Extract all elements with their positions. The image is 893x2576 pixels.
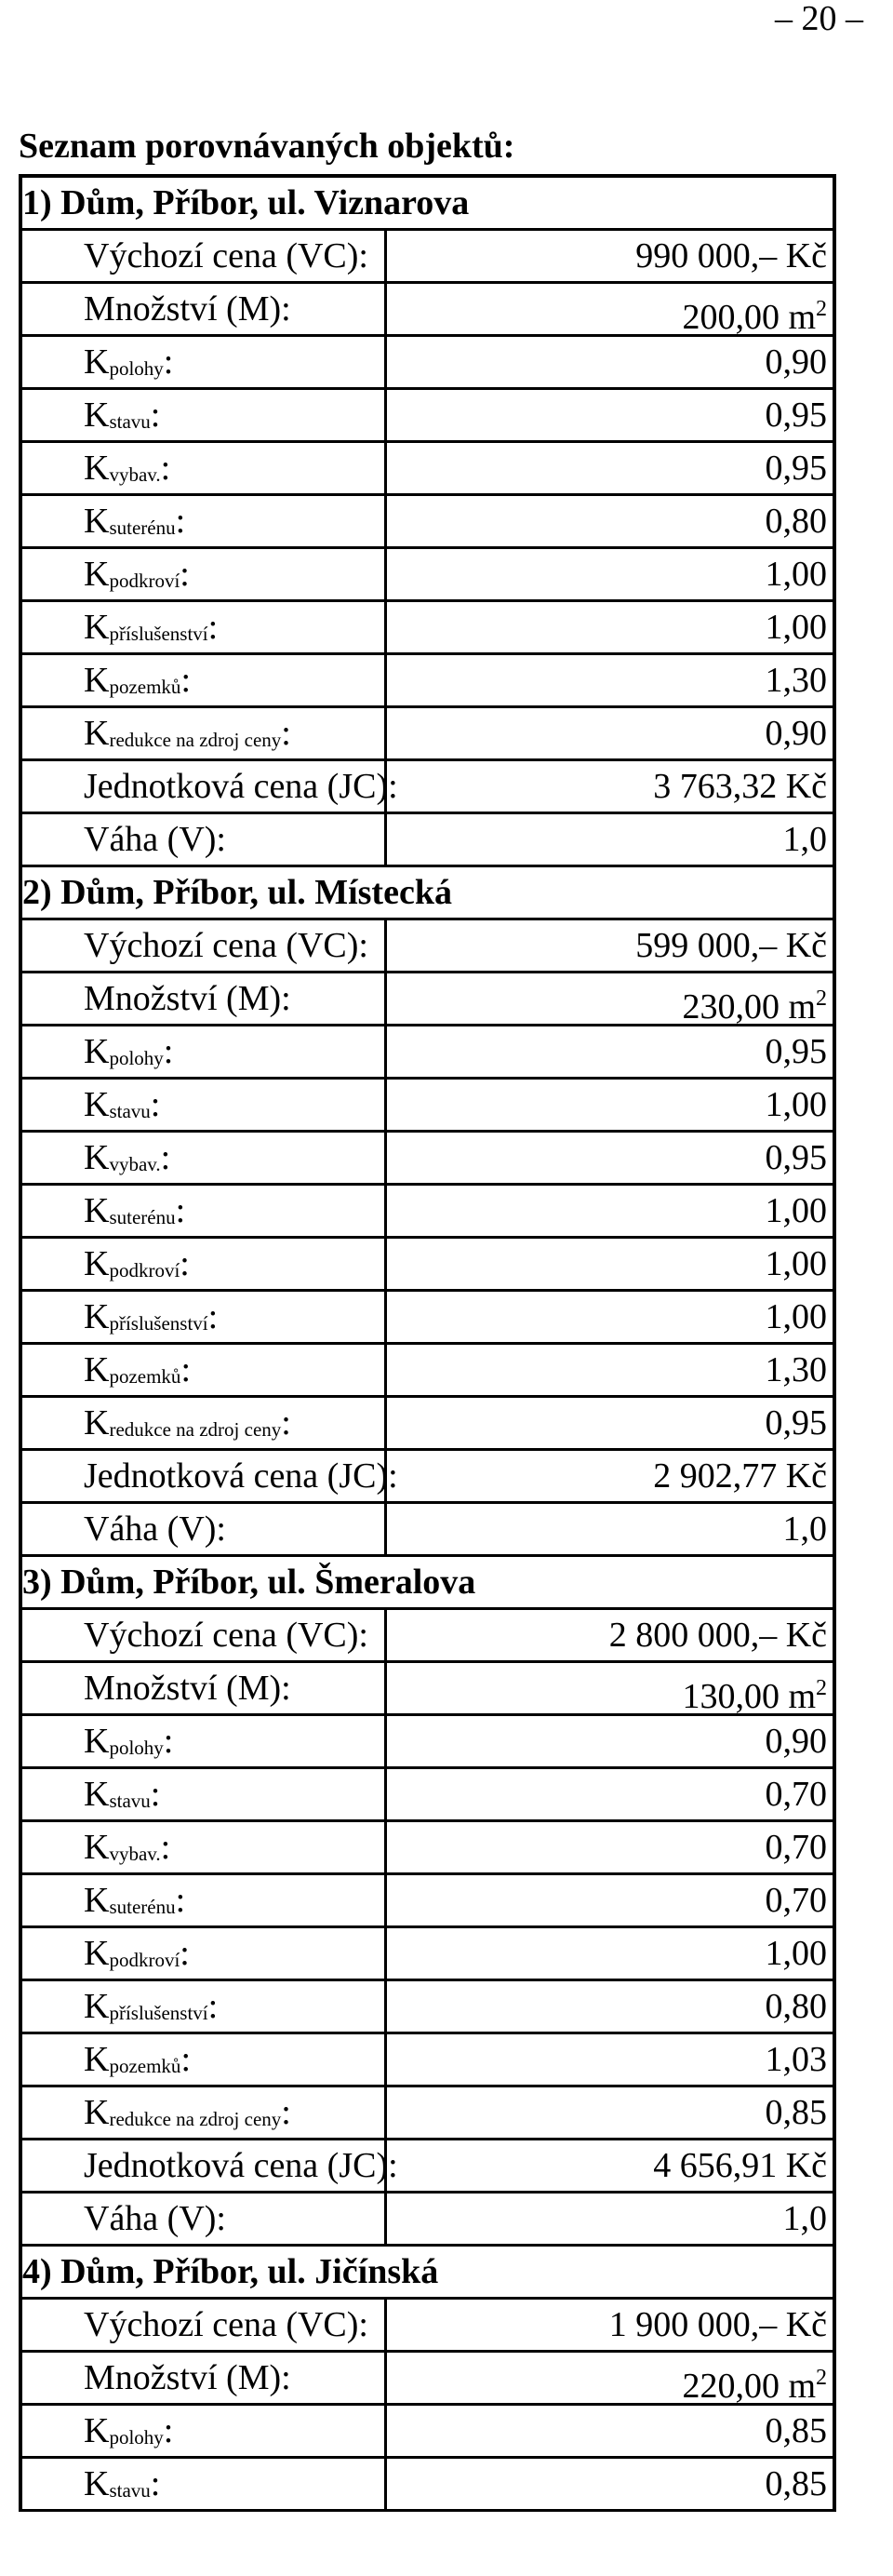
row-value <box>387 602 833 652</box>
coefficient-symbol: K <box>84 1987 110 2026</box>
row-value <box>387 2353 833 2406</box>
value-text: 130,00 m <box>682 1677 816 1716</box>
table-row <box>22 2406 833 2459</box>
table-row <box>22 284 833 337</box>
table-row <box>22 2194 833 2247</box>
row-value <box>387 496 833 546</box>
coefficient-colon: : <box>160 1828 171 1867</box>
object-title: 1) Dům, Příbor, ul. Viznarova <box>22 183 473 222</box>
coefficient-subscript: vybav. <box>109 1153 161 1175</box>
coefficient-subscript: pozemků <box>109 1365 181 1388</box>
row-label <box>22 337 387 387</box>
coefficient-colon: : <box>163 1032 174 1071</box>
page-number: – 20 – <box>775 0 863 38</box>
table-row <box>22 973 833 1026</box>
row-value <box>387 2300 833 2350</box>
row-label <box>22 1981 387 2032</box>
object-title: 2) Dům, Příbor, ul. Místecká <box>22 873 456 912</box>
coefficient-symbol: K <box>84 1403 110 1442</box>
row-value <box>387 1292 833 1342</box>
object-header <box>22 1557 833 1610</box>
coefficient-colon: : <box>150 1085 161 1124</box>
coefficient-symbol: K <box>84 1138 110 1177</box>
row-value <box>387 549 833 599</box>
row-value <box>387 814 833 865</box>
table-row <box>22 496 833 549</box>
table-row <box>22 1875 833 1928</box>
value-text: 0,95 <box>765 1138 827 1177</box>
row-label <box>22 1186 387 1236</box>
table-row <box>22 1186 833 1239</box>
row-label <box>22 496 387 546</box>
row-label: Jednotková cena (JC): <box>22 1451 387 1501</box>
row-label <box>22 1026 387 1077</box>
row-label: Váha (V): <box>22 1504 387 1554</box>
row-value <box>387 2194 833 2244</box>
table-row <box>22 1663 833 1716</box>
unit-superscript: 2 <box>816 2366 827 2390</box>
row-value <box>387 2459 833 2509</box>
table-row <box>22 1398 833 1451</box>
object-title: 4) Dům, Příbor, ul. Jičínská <box>22 2252 442 2291</box>
value-text: 0,90 <box>765 714 827 753</box>
table-row <box>22 337 833 390</box>
coefficient-symbol: K <box>84 2411 110 2450</box>
section-heading: Seznam porovnávaných objektů: <box>19 127 515 166</box>
coefficient-symbol: K <box>84 555 110 594</box>
row-label <box>22 1822 387 1872</box>
value-text: 990 000,– Kč <box>635 236 827 275</box>
coefficient-subscript: stavu <box>109 2479 151 2502</box>
row-label: Množství (M): <box>22 2353 387 2403</box>
row-value <box>387 973 833 1024</box>
object-header <box>22 178 833 231</box>
value-text: 4 656,91 Kč <box>653 2146 827 2185</box>
table-row <box>22 2087 833 2140</box>
row-value <box>387 1080 833 1130</box>
row-value <box>387 390 833 440</box>
value-text: 1,00 <box>765 1191 827 1230</box>
value-text: 1 900 000,– Kč <box>608 2305 827 2344</box>
table-row <box>22 655 833 708</box>
coefficient-subscript: příslušenství <box>109 1312 208 1335</box>
value-text: 599 000,– Kč <box>635 926 827 965</box>
row-label <box>22 1928 387 1979</box>
row-value <box>387 708 833 758</box>
value-text: 1,03 <box>765 2040 827 2079</box>
coefficient-symbol: K <box>84 1722 110 1761</box>
unit-superscript: 2 <box>816 297 827 321</box>
row-label: Množství (M): <box>22 1663 387 1713</box>
row-label <box>22 443 387 493</box>
table-row <box>22 231 833 284</box>
row-label <box>22 1345 387 1395</box>
row-value <box>387 1610 833 1660</box>
row-value <box>387 1875 833 1925</box>
unit-superscript: 2 <box>816 986 827 1011</box>
value-text: 1,00 <box>765 1244 827 1283</box>
row-value <box>387 1345 833 1395</box>
value-text: 0,85 <box>765 2464 827 2503</box>
coefficient-symbol: K <box>84 608 110 647</box>
row-value <box>387 1663 833 1716</box>
coefficient-symbol: K <box>84 1244 110 1283</box>
value-text: 1,0 <box>782 2199 827 2238</box>
coefficient-symbol: K <box>84 1191 110 1230</box>
coefficient-subscript: vybav. <box>109 463 161 486</box>
coefficient-subscript: stavu <box>109 410 151 433</box>
row-label: Výchozí cena (VC): <box>22 231 387 281</box>
coefficient-subscript: podkroví <box>109 1949 180 1971</box>
row-value <box>387 2406 833 2456</box>
row-label <box>22 390 387 440</box>
coefficient-symbol: K <box>84 449 110 488</box>
table-row <box>22 1610 833 1663</box>
coefficient-subscript: redukce na zdroj ceny <box>109 1418 282 1441</box>
row-value <box>387 1451 833 1501</box>
row-value <box>387 284 833 337</box>
row-value <box>387 1981 833 2032</box>
row-label <box>22 1292 387 1342</box>
coefficient-symbol: K <box>84 1350 110 1389</box>
value-text: 230,00 m <box>682 987 816 1026</box>
coefficient-subscript: podkroví <box>109 570 180 592</box>
coefficient-symbol: K <box>84 1085 110 1124</box>
value-text: 0,95 <box>765 449 827 488</box>
coefficient-subscript: pozemků <box>109 2055 181 2077</box>
unit-superscript: 2 <box>816 1676 827 1700</box>
table-row <box>22 1239 833 1292</box>
coefficient-subscript: podkroví <box>109 1259 180 1281</box>
coefficient-symbol: K <box>84 1032 110 1071</box>
row-value <box>387 655 833 705</box>
row-value <box>387 443 833 493</box>
table-row <box>22 2459 833 2512</box>
coefficient-symbol: K <box>84 502 110 541</box>
row-value <box>387 2140 833 2191</box>
row-label <box>22 1239 387 1289</box>
value-text: 3 763,32 Kč <box>653 767 827 806</box>
coefficient-colon: : <box>207 608 219 647</box>
row-label <box>22 2459 387 2509</box>
row-value <box>387 1186 833 1236</box>
coefficient-subscript: suterénu <box>109 1206 176 1228</box>
row-label <box>22 1769 387 1819</box>
row-label <box>22 1398 387 1448</box>
table-row <box>22 708 833 761</box>
row-label: Výchozí cena (VC): <box>22 920 387 971</box>
value-text: 220,00 m <box>682 2367 816 2406</box>
coefficient-colon: : <box>281 2093 291 2132</box>
row-value <box>387 1133 833 1183</box>
coefficient-colon: : <box>207 1297 219 1336</box>
value-text: 2 800 000,– Kč <box>608 1616 827 1655</box>
coefficient-subscript: redukce na zdroj ceny <box>109 729 282 751</box>
coefficient-colon: : <box>160 1138 171 1177</box>
coefficient-colon: : <box>180 2040 191 2079</box>
table-row <box>22 1451 833 1504</box>
row-label: Jednotková cena (JC): <box>22 2140 387 2191</box>
coefficient-symbol: K <box>84 2040 110 2079</box>
coefficient-symbol: K <box>84 714 110 753</box>
coefficient-colon: : <box>175 1191 186 1230</box>
coefficient-subscript: vybav. <box>109 1843 161 1865</box>
table-row <box>22 1504 833 1557</box>
value-text: 0,95 <box>765 1403 827 1442</box>
row-value <box>387 1239 833 1289</box>
coefficient-colon: : <box>160 449 171 488</box>
row-value <box>387 1026 833 1077</box>
row-value <box>387 1928 833 1979</box>
row-label <box>22 549 387 599</box>
table-row <box>22 2353 833 2406</box>
row-label <box>22 2406 387 2456</box>
value-text: 0,70 <box>765 1881 827 1920</box>
coefficient-subscript: polohy <box>109 1737 164 1759</box>
row-label <box>22 1716 387 1766</box>
coefficient-colon: : <box>180 1350 191 1389</box>
value-text: 1,00 <box>765 608 827 647</box>
table-row <box>22 1769 833 1822</box>
table-row <box>22 920 833 973</box>
row-label: Výchozí cena (VC): <box>22 1610 387 1660</box>
row-value <box>387 1504 833 1554</box>
value-text: 1,00 <box>765 1297 827 1336</box>
coefficient-colon: : <box>281 714 291 753</box>
table-row <box>22 1026 833 1080</box>
coefficient-subscript: suterénu <box>109 517 176 539</box>
value-text: 1,0 <box>782 820 827 859</box>
value-text: 0,95 <box>765 1032 827 1071</box>
value-text: 200,00 m <box>682 298 816 337</box>
table-row <box>22 443 833 496</box>
value-text: 0,70 <box>765 1828 827 1867</box>
coefficient-colon: : <box>180 661 191 700</box>
coefficient-subscript: polohy <box>109 2426 164 2449</box>
table-row <box>22 761 833 814</box>
table-row <box>22 1133 833 1186</box>
row-value <box>387 337 833 387</box>
row-label: Množství (M): <box>22 284 387 334</box>
row-label <box>22 708 387 758</box>
table-row <box>22 2300 833 2353</box>
value-text: 1,30 <box>765 1350 827 1389</box>
value-text: 1,00 <box>765 1934 827 1973</box>
coefficient-symbol: K <box>84 1297 110 1336</box>
coefficient-colon: : <box>163 1722 174 1761</box>
row-value <box>387 1398 833 1448</box>
row-label: Váha (V): <box>22 814 387 865</box>
row-value <box>387 920 833 971</box>
coefficient-colon: : <box>180 1934 190 1973</box>
row-label: Váha (V): <box>22 2194 387 2244</box>
coefficient-colon: : <box>281 1403 291 1442</box>
object-title: 3) Dům, Příbor, ul. Šmeralova <box>22 1563 479 1602</box>
coefficient-subscript: redukce na zdroj ceny <box>109 2108 282 2130</box>
row-label <box>22 602 387 652</box>
table-row <box>22 1822 833 1875</box>
coefficient-colon: : <box>180 555 190 594</box>
row-label: Množství (M): <box>22 973 387 1024</box>
table-row <box>22 814 833 867</box>
row-label: Výchozí cena (VC): <box>22 2300 387 2350</box>
coefficient-symbol: K <box>84 661 110 700</box>
coefficient-colon: : <box>163 2411 174 2450</box>
row-label <box>22 655 387 705</box>
row-value <box>387 1769 833 1819</box>
coefficient-symbol: K <box>84 1934 110 1973</box>
row-value <box>387 1822 833 1872</box>
row-label <box>22 1133 387 1183</box>
row-value <box>387 231 833 281</box>
coefficient-colon: : <box>150 1775 161 1814</box>
table-row <box>22 390 833 443</box>
coefficient-subscript: příslušenství <box>109 2002 208 2024</box>
value-text: 0,90 <box>765 1722 827 1761</box>
table-row <box>22 1981 833 2034</box>
coefficient-colon: : <box>175 502 186 541</box>
table-row <box>22 1716 833 1769</box>
object-header <box>22 2247 833 2300</box>
table-row <box>22 2140 833 2194</box>
coefficient-colon: : <box>180 1244 190 1283</box>
value-text: 1,0 <box>782 1509 827 1549</box>
comparison-table <box>19 174 836 2512</box>
row-label: Jednotková cena (JC): <box>22 761 387 812</box>
coefficient-colon: : <box>150 2464 161 2503</box>
table-row <box>22 1080 833 1133</box>
table-row <box>22 549 833 602</box>
value-text: 1,30 <box>765 661 827 700</box>
row-value <box>387 761 833 812</box>
coefficient-subscript: stavu <box>109 1100 151 1122</box>
value-text: 1,00 <box>765 1085 827 1124</box>
row-label <box>22 1080 387 1130</box>
table-row <box>22 1292 833 1345</box>
value-text: 0,85 <box>765 2093 827 2132</box>
coefficient-symbol: K <box>84 396 110 435</box>
coefficient-subscript: pozemků <box>109 676 181 698</box>
value-text: 0,85 <box>765 2411 827 2450</box>
value-text: 0,80 <box>765 1987 827 2026</box>
object-header <box>22 867 833 920</box>
coefficient-symbol: K <box>84 1775 110 1814</box>
table-row <box>22 1928 833 1981</box>
coefficient-colon: : <box>207 1987 219 2026</box>
coefficient-symbol: K <box>84 2093 110 2132</box>
value-text: 0,80 <box>765 502 827 541</box>
coefficient-subscript: stavu <box>109 1790 151 1812</box>
table-row <box>22 1345 833 1398</box>
table-row <box>22 2034 833 2087</box>
coefficient-subscript: příslušenství <box>109 623 208 645</box>
coefficient-symbol: K <box>84 1828 110 1867</box>
coefficient-symbol: K <box>84 342 110 382</box>
value-text: 1,00 <box>765 555 827 594</box>
value-text: 0,70 <box>765 1775 827 1814</box>
row-label <box>22 2087 387 2138</box>
row-value <box>387 2087 833 2138</box>
coefficient-colon: : <box>150 396 161 435</box>
row-value <box>387 2034 833 2085</box>
table-row <box>22 602 833 655</box>
coefficient-colon: : <box>175 1881 186 1920</box>
value-text: 2 902,77 Kč <box>653 1456 827 1496</box>
value-text: 0,90 <box>765 342 827 382</box>
coefficient-symbol: K <box>84 1881 110 1920</box>
row-label <box>22 1875 387 1925</box>
row-value <box>387 1716 833 1766</box>
coefficient-subscript: polohy <box>109 1047 164 1069</box>
coefficient-colon: : <box>163 342 174 382</box>
coefficient-subscript: suterénu <box>109 1896 176 1918</box>
row-label <box>22 2034 387 2085</box>
coefficient-symbol: K <box>84 2464 110 2503</box>
value-text: 0,95 <box>765 396 827 435</box>
coefficient-subscript: polohy <box>109 357 164 380</box>
